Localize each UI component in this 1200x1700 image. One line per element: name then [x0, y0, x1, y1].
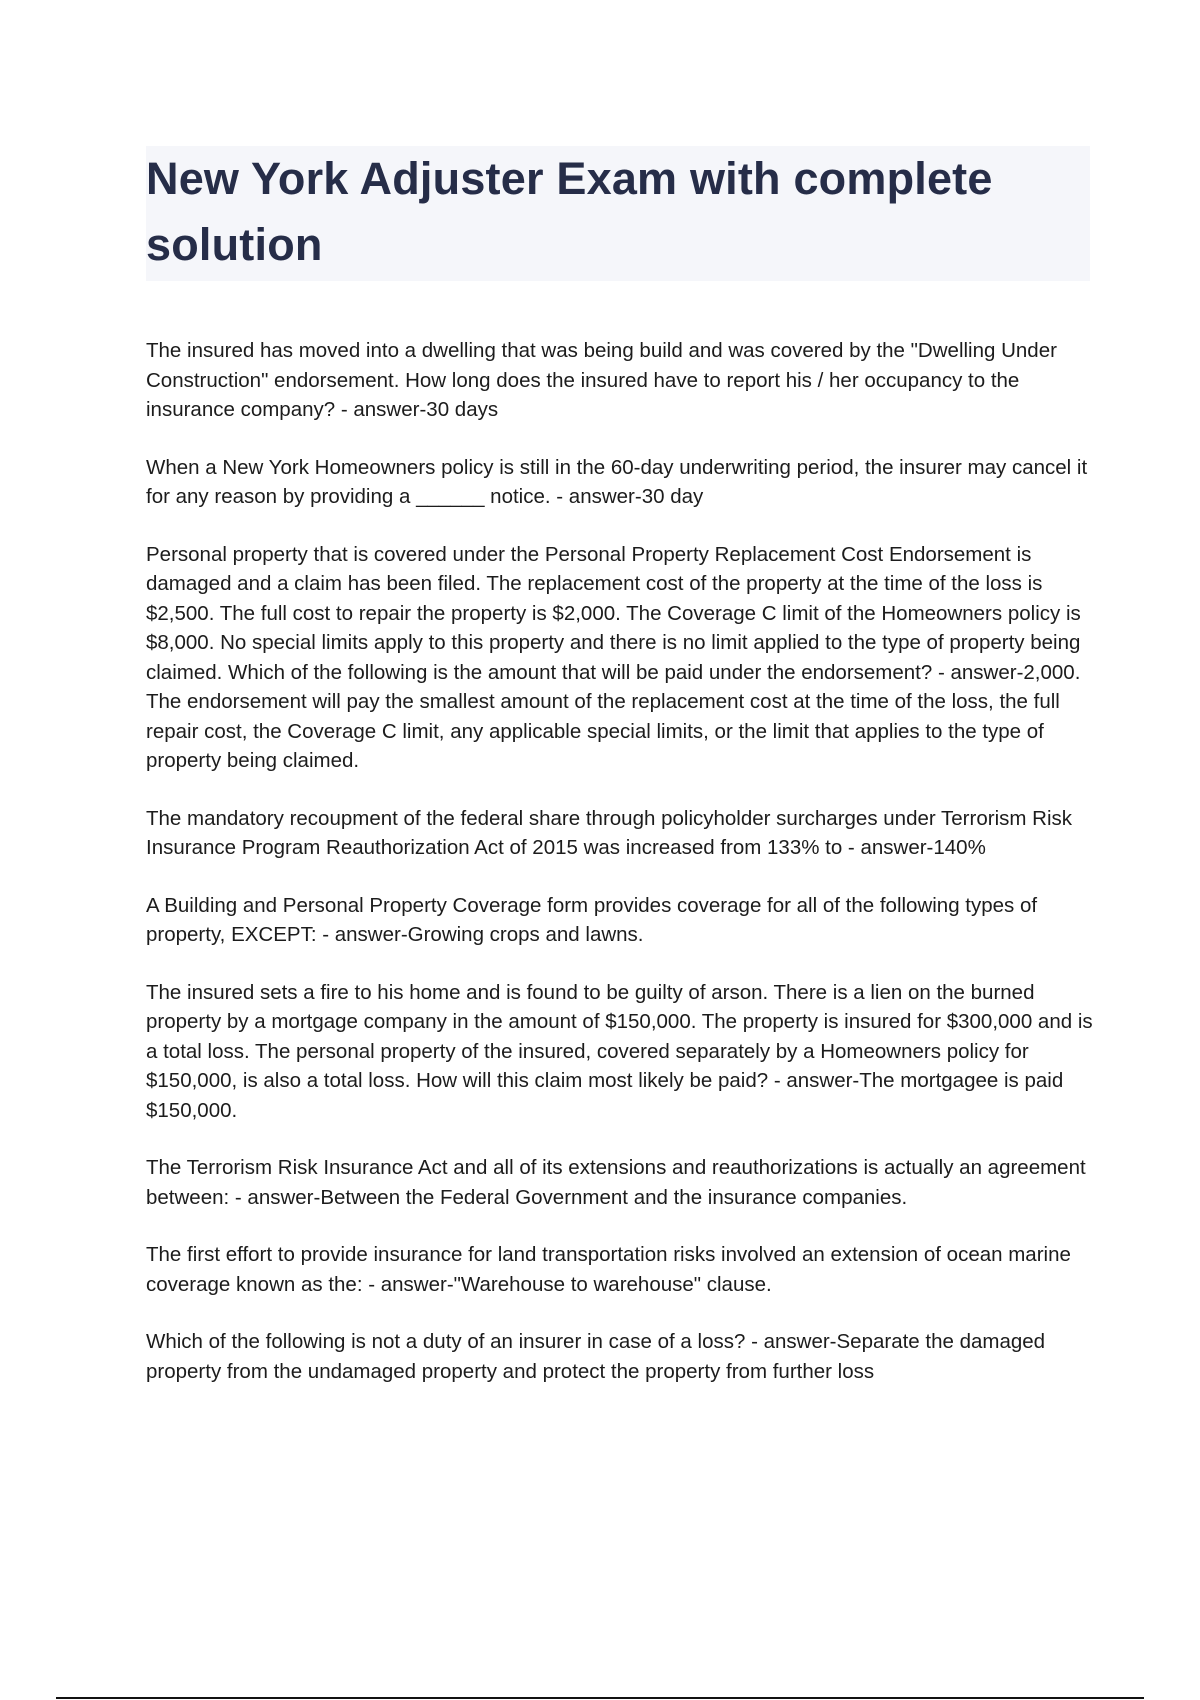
qa-item: The mandatory recoupment of the federal share through policyholder surcharges under Terrorism Risk Insurance Program Reauthorization Act of 2015 was increased from 133% to - answer-140% [146, 806, 1073, 859]
title-banner [146, 146, 1090, 281]
qa-item: The first effort to provide insurance for land transportation risks involved an extension of ocean marine coverage known as the: - answer-"Warehouse to warehouse" clause. [146, 1243, 1071, 1296]
qa-item: The insured sets a fire to his home and is found to be guilty of arson. There is a lien on the burned property by a mortgage company in the amount of $150,000. The property is insured for $300,000 and is a total loss. The personal property of the insured, covered separately by a Homeowners policy for $150,000, is also a total loss. How will this claim most likely be paid? - answer-The mortgagee is paid $150,000. [146, 980, 1093, 1122]
page-divider [56, 1697, 1144, 1699]
qa-list [146, 336, 1096, 1414]
page-title: New York Adjuster Exam with complete solution [146, 153, 993, 270]
qa-item: The insured has moved into a dwelling that was being build and was covered by the "Dwelling Under Construction" endorsement. How long does the insured have to report his / her occupancy to the insurance company? - answer-30 days [146, 339, 1057, 421]
qa-item: Which of the following is not a duty of an insurer in case of a loss? - answer-Separate the damaged property from the undamaged property and protect the property from further loss [146, 1330, 1046, 1383]
qa-item: A Building and Personal Property Coverage form provides coverage for all of the following types of property, EXCEPT: - answer-Growing crops and lawns. [146, 893, 1038, 946]
qa-item: The Terrorism Risk Insurance Act and all of its extensions and reauthorizations is actually an agreement between: - answer-Between the Federal Government and the insurance companies. [146, 1156, 1086, 1209]
qa-item: Personal property that is covered under the Personal Property Replacement Cost Endorsement is damaged and a claim has been filed. The replacement cost of the property at the time of the loss is $2,500. The full cost to repair the property is $2,000. The Coverage C limit of the Homeowners policy is $8,000. No special limits apply to this property and there is no limit applied to the type of property being claimed. Which of the following is the amount that will be paid under the endorsement? - answer-2,000. The endorsement will pay the smallest amount of the replacement cost at the time of the loss, the full repair cost, the Coverage C limit, any applicable special limits, or the limit that applies to the type of property being claimed. [146, 542, 1081, 772]
qa-item: When a New York Homeowners policy is still in the 60-day underwriting period, the insurer may cancel it for any reason by providing a ______ notice. - answer-30 day [146, 455, 1088, 508]
